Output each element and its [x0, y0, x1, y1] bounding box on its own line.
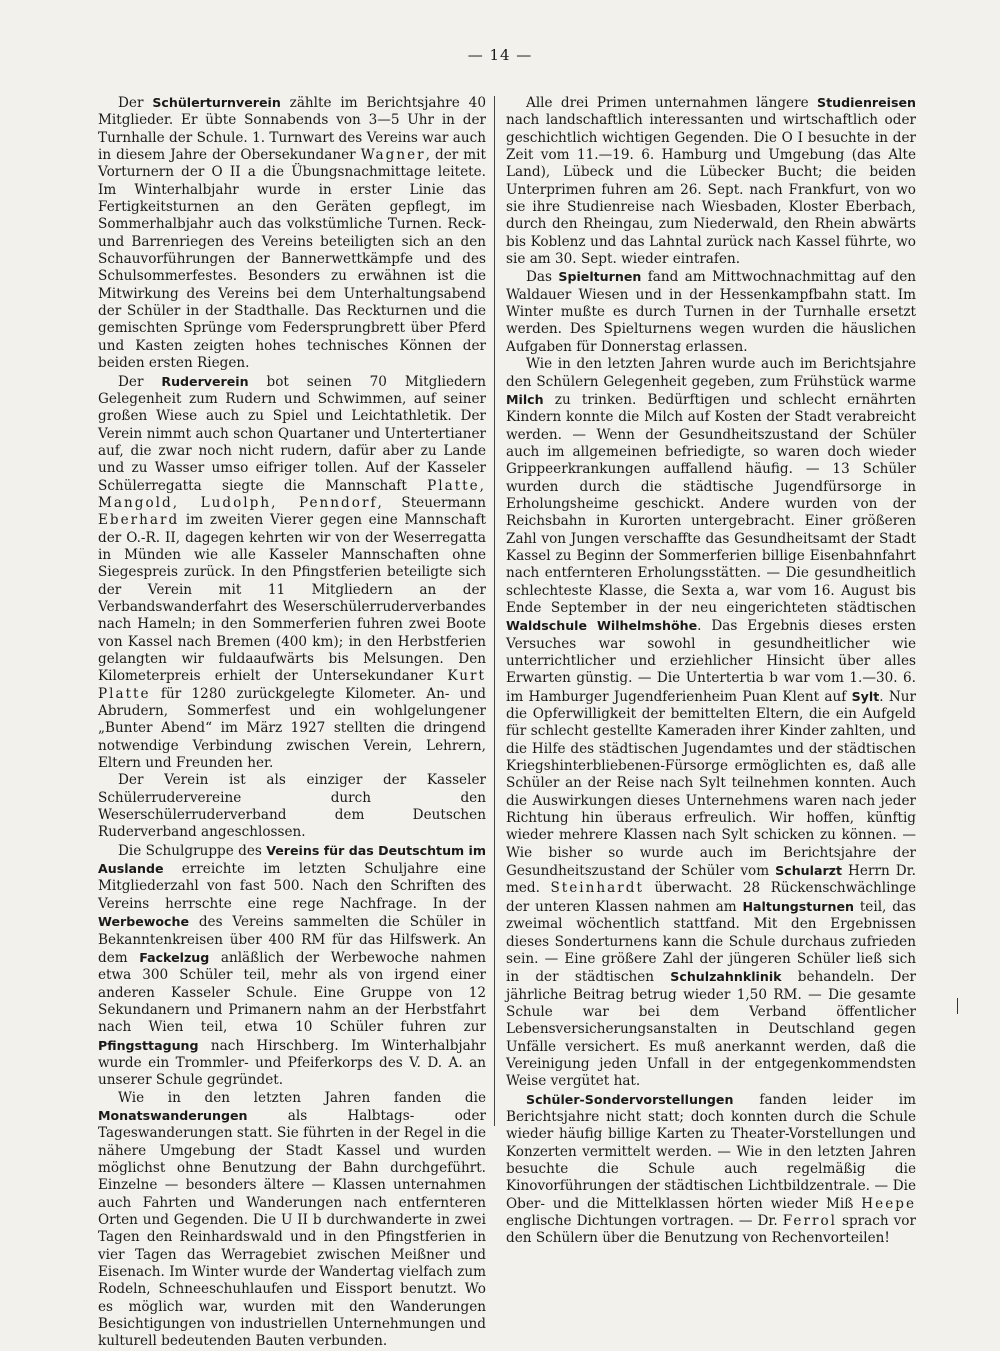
text-run: Wie in den letzten Jahren fanden die: [118, 1089, 486, 1106]
text-run: , Steuermann: [377, 494, 486, 511]
text-run: des Vereins sammelten die Schüler in Bekanntenkreisen über 400 RM für das Hilfswerk. An dem: [98, 914, 486, 966]
highlighted-term: Sylt: [851, 688, 880, 704]
spaced-name: Heepe: [861, 1195, 916, 1212]
text-run: Wie in den letzten Jahren wurde auch im Berichtsjahre den Schülern Gelegenheit gegeben, zum Frühstück warme: [506, 356, 916, 390]
text-run: als Halbtags- oder Tageswanderungen statt. Sie führten in der Regel in die nähere Umgebung der Stadt Kassel und wurden möglichst ohne Benutzung der Bahn durchgeführt. Einzelne — besonders ältere — Klassen unternahmen auch Fahrten und Wanderungen nach entfernteren Orten und Gegenden. Die U II b durchwanderte in zwei Tagen den Reinhardswald und in den Pfingstferien in vier Tagen das Werragebiet zwischen Meißner und Eisenach. Im Winter wurde der Wandertag vielfach zum Rodeln, Schneeschuhlaufen und Eissport benutzt. Wo es möglich war, wurden mit den Wanderungen Besichtigungen von industriellen Unternehmungen und kulturell bedeutenden Bauten verbunden.: [98, 1107, 486, 1350]
paragraph: [98, 1090, 486, 1351]
text-run: fanden leider im Berichtsjahre nicht statt; doch konnten durch die Schule wieder häufig billige Karten zu Theater-Vorstellungen und Konzerten vermittelt werden. — Wie in den letzten Jahren besuchte die Schule auch regelmäßig die Kinovorführungen der städtischen Lichtbildzentrale. — Die Ober- und die Mittelklassen hörten wieder Miß: [506, 1091, 916, 1212]
highlighted-term: Schüler-Sondervorstellungen: [526, 1091, 734, 1107]
right-column: [506, 94, 916, 1248]
spaced-name: Kurt Platte: [98, 668, 486, 702]
text-run: bot seinen 70 Mitgliedern Gelegenheit zum Rudern und Schwimmen, auf seiner großen Wiese auch zu Spiel und Leichtathletik. Der Verein nimmt auch schon Quartaner und Untertertianer auf, die zwar noch nicht rudern, dafür aber zu Lande und zu Wasser umso eifriger tollen. Auf der Kasseler Schülerregatta siegte die Mannschaft: [98, 373, 487, 494]
text-run: . Das Ergebnis dieses ersten Versuches war sowohl in gesundheitlicher wie unterrichtlicher und erziehlicher Hinsicht über alles Erwarten günstig. — Die Untertertia b war vom 1.—30. 6. im Hamburger Jugendferienheim Puan Klent auf: [506, 618, 917, 705]
left-column: [98, 94, 486, 1351]
highlighted-term: Waldschule Wilhelmshöhe: [506, 618, 698, 634]
text-run: nach Hirschberg. Im Winterhalbjahr wurde ein Trommler- und Pfeiferkorps des V. D. A. an unserer Schule gegründet.: [98, 1037, 486, 1089]
text-run: zu trinken. Bedürftigen und schlecht ernährten Kindern konnte die Milch auf Kosten der Stadt verabreicht werden. — Wenn der Gesundheitszustand der Schüler auch im allgemeinen befriedigte, so waren doch wieder Grippeerkrankungen auffallend häufig. — 13 Schüler wurden durch die städtische Jugendfürsorge in Erholungsheime geschickt. Andere wurden von der Reichsbahn in Kurorten untergebracht. Einer größeren Zahl von Jungen verschaffte das Gesundheitsamt der Stadt Kassel zu Beginn der Sommerferien billige Eisenbahnfahrt nach entfernteren Erholungsstätten. — Die gesundheitlich schlechteste Klasse, die Sexta a, war vom 16. August bis Ende September in der neu eingerichteten städtischen: [506, 391, 916, 616]
text-run: zählte im Berichtsjahre 40 Mitglieder. Er übte Sonnabends von 3—5 Uhr in der Turnhalle der Schule. 1. Turnwart des Vereins war auch in diesem Jahre der Obersekundaner: [98, 95, 486, 164]
text-run: Alle drei Primen unternahmen längere: [526, 95, 818, 111]
text-run: Der: [118, 95, 153, 111]
text-run: Das: [526, 269, 559, 286]
highlighted-term: Schülerturnverein: [152, 95, 281, 110]
highlighted-term: Studienreisen: [817, 95, 916, 110]
text-run: überwacht. 28 Rückenschwächlinge der unteren Klassen nahmen am: [506, 880, 916, 915]
text-run: anläßlich der Werbewoche nahmen etwa 300 Schüler teil, mehr als von irgend einer anderen Kasseler Schule. Eine Gruppe von 12 Sekundanern und Primanern nahm an der Herbstfahrt nach Wien teil, etwa 10 Schüler fuhren zur: [98, 949, 486, 1036]
spaced-name: Steinhardt: [550, 880, 644, 897]
text-run: teil, das zweimal wöchentlich stattfand. Mit den Ergebnissen dieses Sonderturnens kann die Schule durchaus zufrieden sein. — Eine größere Zahl der jüngeren Schüler ließ sich in der städtischen: [506, 898, 916, 986]
paragraph: [506, 94, 916, 268]
page-number: — 14 —: [467, 46, 533, 64]
text-run: fand am Mittwochnachmittag auf den Waldauer Wiesen und in der Hessenkampfbahn statt. Im Winter mußte es durch Turnen in der Turnhalle ersetzt werden. Des Spielturnens wegen wurden die häuslichen Aufgaben für Donnerstag erlassen.: [506, 269, 916, 355]
highlighted-term: Schulzahnklinik: [670, 969, 782, 985]
text-run: Der: [118, 373, 162, 390]
highlighted-term: Fackelzug: [139, 949, 210, 965]
paragraph: [506, 1091, 916, 1248]
highlighted-term: Monatswanderungen: [98, 1107, 248, 1123]
highlighted-term: Schularzt: [775, 863, 842, 879]
highlighted-term: Vereins für das Deutschtum im Auslande: [98, 842, 486, 877]
spaced-name: Ferrol: [782, 1213, 837, 1229]
text-run: , der mit Vorturnern der O II a die Übungsnachmittage leitete. Im Winterhalbjahr wurde in erster Linie das Fertigkeitsturnen an den Geräten gepflegt, im Sommerhalbjahr auch das volkstümliche Turnen. Reck- und Barrenriegen des Vereins beteiligten sich an den Schauvorführungen der Bannerwettkämpfe und des Schulsommerfestes. Besonders zu erwähnen ist die Mitwirkung des Vereins bei dem Unterhaltungsabend der Schüler in der Stadthalle. Das Reckturnen und die gemischten Sprünge vom Federsprungbrett über Pferd und Kasten zeigten hohes technisches Können der beiden ersten Riegen.: [98, 147, 486, 372]
spaced-name: Wagner: [360, 147, 426, 164]
text-run: für 1280 zurückgelegte Kilometer. An- und Abrudern, Sommerfest und ein wohlgelungener „Bunter Abend“ im März 1927 stellten die dringend notwendige Verbindung zwischen Verein, Lehrern, Eltern und Freunden her.: [98, 685, 486, 772]
text-run: Die Schulgruppe des: [118, 842, 267, 859]
paragraph: [98, 772, 486, 841]
text-run: erreichte im letzten Schuljahre eine Mitgliederzahl von fast 500. Nach den Schriften des Vereins herrschte eine rege Nachfrage. In der: [98, 861, 486, 912]
text-run: behandeln. Der jährliche Beitrag betrug wieder 1,50 RM. — Die gesamte Schule war bei dem Verband öffentlicher Lebensversicherungsanstalten in Deutschland gegen Unfälle versichert. Es muß anerkannt werden, daß die Vereinigung jeden Unfall in der entgegenkommendsten Weise vergütet hat.: [506, 969, 916, 1090]
spaced-name: Platte, Mangold, Ludolph, Penndorf: [98, 477, 486, 511]
text-run: nach landschaftlich interessanten und wirtschaftlich oder geschichtlich wichtigen Gegenden. Die O I besuchte in der Zeit vom 11.—19. 6. Hamburg und Umgebung (das Alte Land), Lübeck und die Lübecker Bucht; die beiden Unterprimen fuhren am 26. Sept. nach Frankfurt, von wo sie ihre Studienreise nach Wiesbaden, Kloster Eberbach, durch den Rheingau, zum Niederwald, den Rhein abwärts bis Koblenz und das Lahntal zurück nach Kassel führte, wo sie am 30. Sept. wieder eintrafen.: [506, 112, 916, 268]
highlighted-term: Spielturnen: [558, 269, 642, 285]
highlighted-term: Pfingsttagung: [98, 1037, 199, 1053]
highlighted-term: Ruderverein: [161, 373, 249, 389]
text-run: sprach vor den Schülern über die Benutzung von Rechenvorteilen!: [506, 1213, 916, 1247]
paragraph: [98, 842, 486, 1090]
text-run: englische Dichtungen vortragen. — Dr.: [506, 1213, 783, 1229]
column-divider: [494, 96, 495, 1126]
paragraph: [98, 94, 486, 373]
spaced-name: Eberhard: [98, 512, 180, 529]
text-run: Der Verein ist als einziger der Kasseler Schülerrudervereine durch den Weserschülerruderverband dem Deutschen Ruderverband angeschlossen.: [98, 772, 486, 841]
highlighted-term: Milch: [506, 391, 544, 407]
text-run: im zweiten Vierer gegen eine Mannschaft der O.-R. II, dagegen kehrten wir von der Weserregatta in Münden wie alle Kasseler Mannschaften ohne Siegespreis zurück. In den Pfingstferien beteiligte sich der Verein mit 11 Mitgliedern an der Verbandswanderfahrt des Weserschülerruderverbandes nach Hameln; in den Sommerferien fuhren zwei Boote von Kassel nach Bremen (400 km); in den Herbstferien gelangten wir fuldaaufwärts bis Melsungen. Den Kilometerpreis erhielt der Untersekundaner: [98, 512, 486, 685]
paragraph: [506, 268, 916, 356]
highlighted-term: Werbewoche: [98, 914, 190, 930]
margin-mark: [957, 998, 958, 1014]
highlighted-term: Haltungsturnen: [742, 898, 854, 914]
text-run: . Nur die Opferwilligkeit der bemittelten Eltern, die ein Aufgeld für schlecht gestellte Kameraden ihrer Kinder zahlten, und die Hilfe des städtischen Jugendamtes und der städtischen Kriegshinterbliebenen-Fürsorge ermöglichten es, daß alle Schüler an der Reise nach Sylt teilnehmen konnten. Auch die Auswirkungen dieses Unternehmens waren nach jeder Richtung hin überaus erfreulich. Wir hoffen, künftig wieder mehrere Klassen nach Sylt schicken zu können. — Wie bisher so wurde auch im Berichtsjahre der Gesundheitszustand der Schüler vom: [506, 688, 916, 880]
text-run: Herrn Dr. med.: [506, 863, 916, 897]
paragraph: [506, 356, 916, 1090]
paragraph: [98, 373, 486, 773]
